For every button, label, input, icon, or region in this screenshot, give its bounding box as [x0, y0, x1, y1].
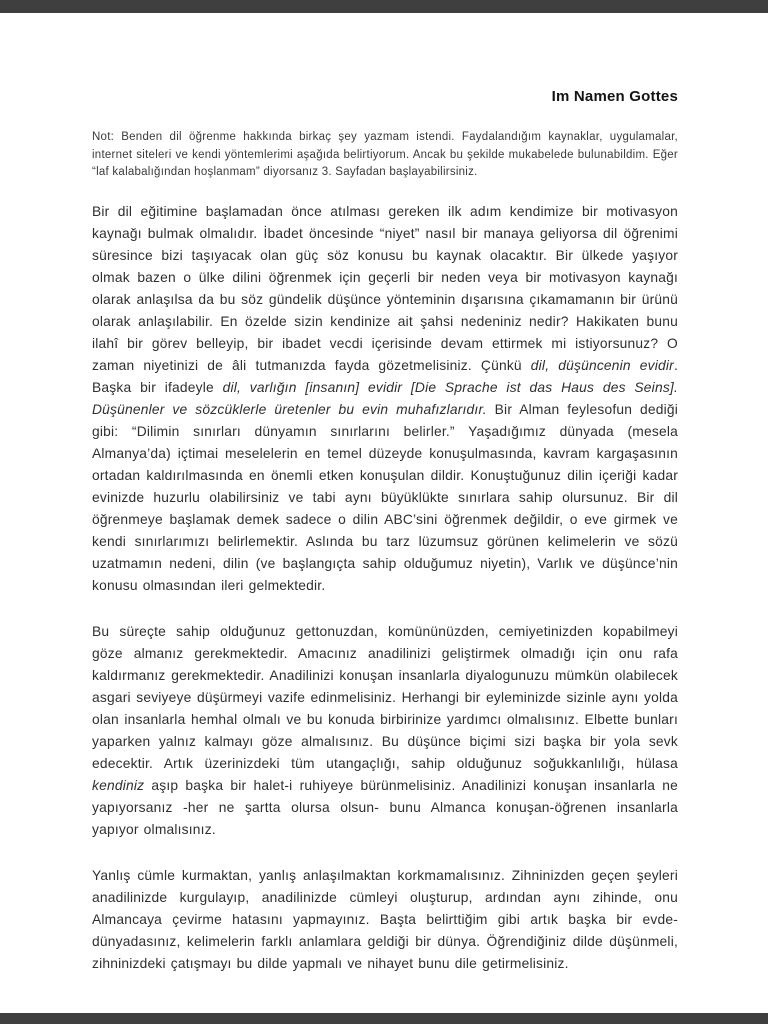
text-segment: aşıp başka bir halet-i ruhiyeye bürünmelisiniz. Anadilinizi konuşan insanlarla ne yapıyorsanız -her ne şartta olursa olsun- bunu Almanca konuşan-öğrenen insanlarla yapıyor olmalısınız.	[92, 777, 678, 837]
document-page	[0, 13, 768, 1013]
paragraph	[92, 621, 678, 841]
text-segment: Bu süreçte sahip olduğunuz gettonuzdan, komününüzden, cemiyetinizden kopabilmeyi göze almanız gerekmektedir. Amacınız anadilinizi geliştirmek olmadığı için onu rafa kaldırmanız gerekmektedir. Anadilinizi konuşan insanlarla diyalogunuzu mümkün olabilecek asgari seviyeye düşürmeyi vazife edinmelisiniz. Herhangi bir eyleminizde sizinle aynı yolda olan insanlarla hemhal olmalı ve bu konuda birbirinize yardımcı olmalısınız. Elbette bunları yaparken yalnız kalmayı göze almalısınız. Bu düşünce biçimi sizi başka bir yola sevk edecektir. Artık üzerinizdeki tüm utangaçlığı, sahip olduğunuz soğukkanlılığı, hülasa	[92, 623, 678, 771]
text-segment: . Başka bir ifadeyle	[92, 357, 679, 395]
body-paragraphs	[92, 201, 678, 975]
text-segment: Yanlış cümle kurmaktan, yanlış anlaşılmaktan korkmamalısınız. Zihninizden geçen şeyleri anadilinizde kurgulayıp, anadilinizde cümleyi oluşturup, ardından aynı zihinde, onu Almancaya çevirme hatasını yapmayınız. Başta belirttiğim gibi artık başka bir evde-dünyadasınız, kelimelerin farklı anlamlara geldiği bir dünya. Öğrendiğiniz dilde düşünmeli, zihninizdeki çatışmayı bu dilde yapmalı ve nihayet bunu dile getirmelisiniz.	[92, 867, 678, 971]
paragraph	[92, 201, 678, 597]
text-segment: Bir Alman feylesofun dediği gibi: “Dilimin sınırları dünyamın sınırlarını belirler.” Yaşadığımız dünyada (mesela Almanya’da) içtimai meselelerin en temel düzeyde konuşulmasında, kavram kargaşasının ortadan kaldırılmasında en önemli etken konuşulan dildir. Konuştuğunuz dilin içeriği kadar evinizde huzurlu olabilirsiniz ve tabi aynı büyüklükte sınırlara sahip olursunuz. Bir dil öğrenmeye başlamak demek sadece o dilin ABC’sini öğrenmek değildir, o eve girmek ve kendi sınırlarımızı belirlemektir. Aslında bu tarz lüzumsuz görünen kelimelerin ve sözü uzatmamın nedeni, dilin (ve başlangıçta sahip olduğumuz niyetin), Varlık ve düşünce’nin konusu olmasından ileri gelmektedir.	[92, 401, 679, 593]
page-title: Im Namen Gottes	[551, 88, 678, 105]
italic-text-segment: dil, varlığın [insanın] evidir [Die Sprache ist das Haus des Seins]. Düşünenler ve sözcüklerle üretenler bu evin muhafızlarıdır.	[92, 379, 678, 417]
note-paragraph: Not: Benden dil öğrenme hakkında birkaç şey yazmam istendi. Faydalandığım kaynaklar, uygulamalar, internet siteleri ve kendi yöntemlerimi aşağıda belirtiyorum. Ancak bu şekilde mukabelede bulunabildim. Eğer “laf kalabalığından hoşlanmam” diyorsanız 3. Sayfadan başlayabilirsiniz.	[92, 131, 678, 178]
viewer-background-bottom	[0, 1013, 768, 1024]
viewer-background-top	[0, 0, 768, 13]
text-segment: Bir dil eğitimine başlamadan önce atılması gereken ilk adım kendimize bir motivasyon kaynağı bulmak olmalıdır. İbadet öncesinde “niyet” nasıl bir manaya geliyorsa dil öğrenimi süresince bizi taşıyacak olan güç söz konusu bu kaynak olacaktır. Bir ülkede yaşıyor olmak bazen o ülke dilini öğrenmek için geçerli bir neden veya bir motivasyon kaynağı olarak anlaşılsa da bu söz gündelik düşünce yönteminin dışarısına çıkamamanın bir ürünü olarak anlaşılabilir. En özelde sizin kendinize ait şahsi nedeniniz nedir? Hakikaten bunu ilahî bir görev belleyip, bir ibadet vecdi içerisinde devam ettirmek mi istiyorsunuz? O zaman niyetinizi de âli tutmanızda fayda gözetmelisiniz. Çünkü	[92, 203, 678, 373]
italic-text-segment: kendiniz	[92, 777, 145, 793]
paragraph	[92, 865, 678, 975]
italic-text-segment: dil, düşüncenin evidir	[530, 357, 674, 373]
